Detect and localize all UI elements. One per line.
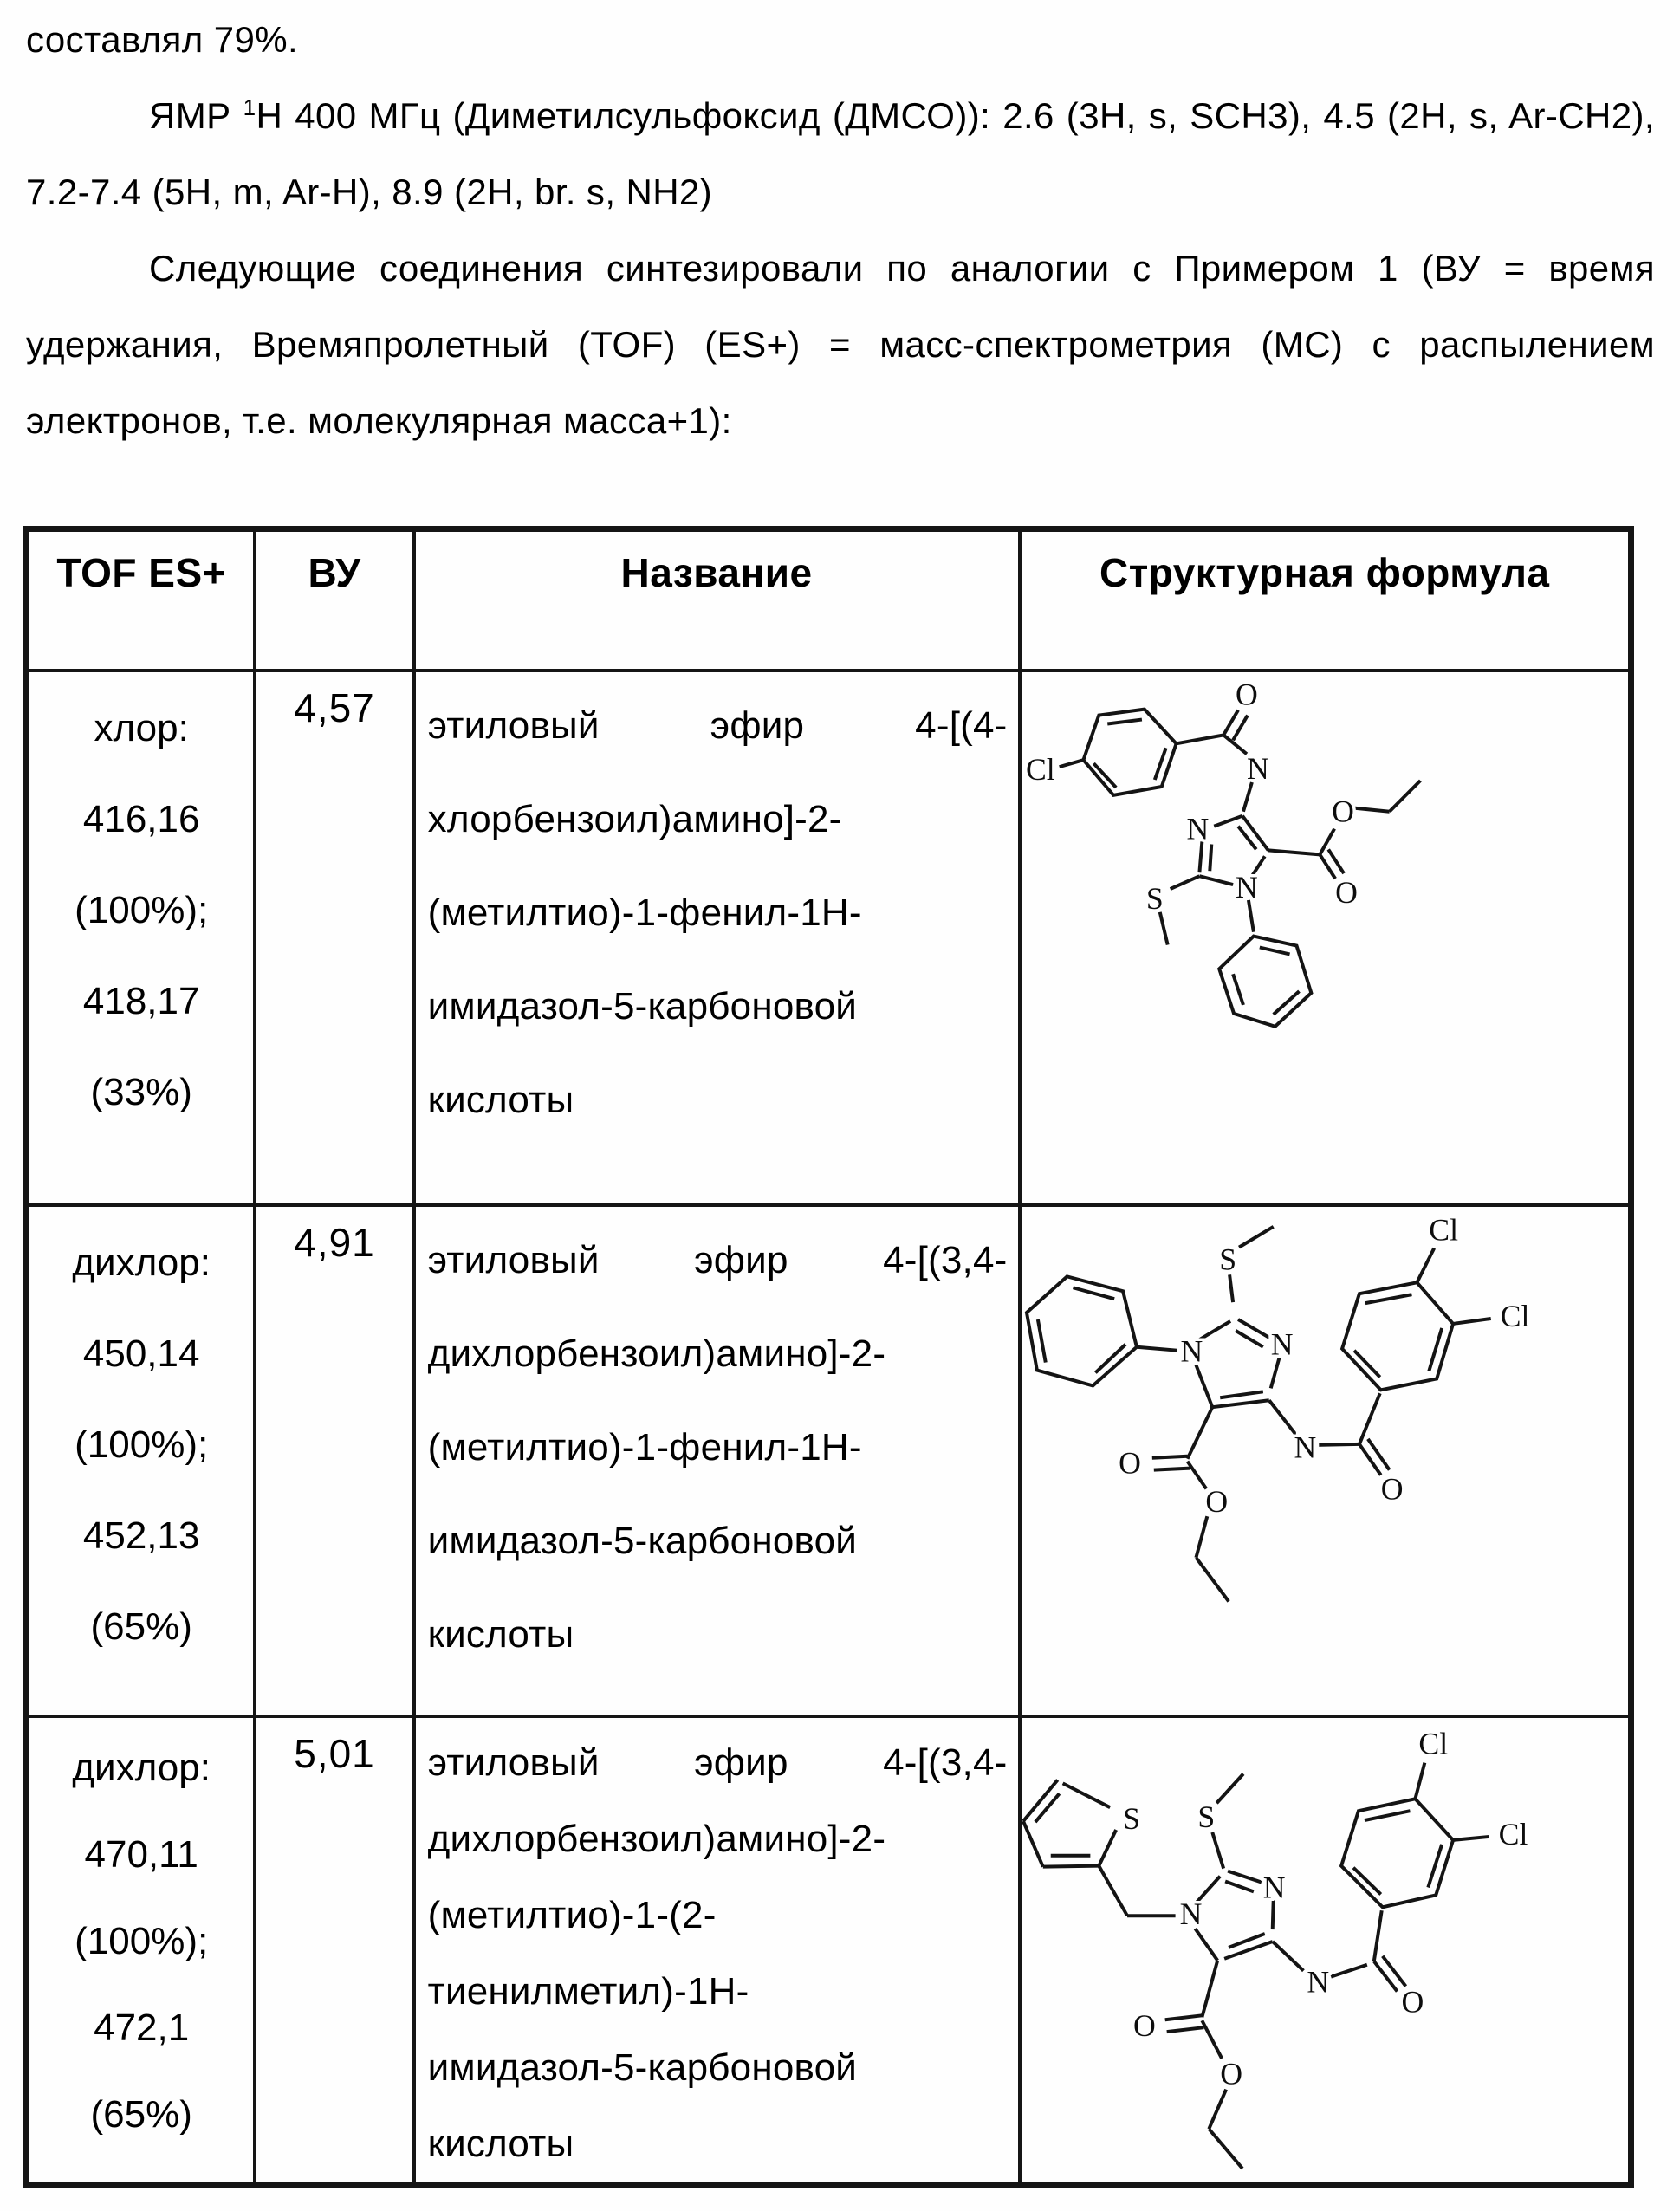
nitrogen-atom-label: N <box>1246 751 1269 787</box>
paragraph-yield <box>26 2 1655 78</box>
compound-name <box>416 672 1018 1147</box>
nmr-data: H 400 МГц (Диметилсульфоксид (ДМСО)): 2.6 (3H, s, SCH3), 4.5 (2H, s, Ar-CH2), 7.2-7.4 (5H, m, Ar-H), 8.9 (2H, br. s, NH2) <box>26 95 1655 212</box>
nitrogen-atom-label: N <box>1186 811 1209 846</box>
tof-line: хлор: <box>94 707 189 749</box>
oxygen-atom-label: O <box>1235 677 1258 712</box>
name-line: этиловый эфир 4-[(3,4- <box>427 1741 1008 1784</box>
sulfur-atom-label: S <box>1197 1799 1215 1835</box>
name-line: имидазол-5-карбоновой <box>427 2046 858 2089</box>
table-row <box>27 1205 1631 1716</box>
tof-values <box>29 1207 253 1672</box>
tof-values <box>29 672 253 1138</box>
nitrogen-atom-label: N <box>1262 1870 1286 1905</box>
vu-cell <box>255 671 413 1205</box>
tof-line: 450,14 <box>82 1332 200 1375</box>
tof-line: (100%); <box>75 1423 209 1466</box>
tof-values <box>29 1718 253 2158</box>
chlorine-atom-label: Cl <box>1025 752 1055 788</box>
sulfur-atom-label: S <box>1122 1800 1140 1836</box>
tof-line: (100%); <box>75 1920 209 1962</box>
name-cell <box>414 1716 1020 2186</box>
sulfur-atom-label: S <box>1145 880 1164 916</box>
chlorine-atom-label: Cl <box>1498 1816 1528 1851</box>
tof-line: 470,11 <box>84 1833 198 1876</box>
oxygen-atom-label: O <box>1118 1445 1141 1481</box>
formula-cell <box>1020 1716 1631 2186</box>
header-cell-formula <box>1020 529 1631 671</box>
cl-bond <box>1417 1248 1434 1283</box>
name-line: (метилтио)-1-фенил-1H- <box>427 892 862 934</box>
note-text: Следующие соединения синтезировали по аналогии с Примером 1 (ВУ = время удержания, Времяпролетный (TOF) (ES+) = масс-спектрометрия (МС) с распылением электронов, т.е. молекулярная масса+1): <box>26 248 1655 441</box>
oxygen-atom-label: O <box>1334 874 1358 910</box>
yield-text: составлял 79%. <box>26 19 299 60</box>
vu-cell <box>255 1716 413 2186</box>
oxygen-atom-label: O <box>1380 1471 1404 1507</box>
tof-cell <box>27 1205 256 1716</box>
name-line: (метилтио)-1-фенил-1H- <box>427 1426 862 1469</box>
compound-name <box>416 1718 1018 2182</box>
tof-cell <box>27 671 256 1205</box>
vu-cell <box>255 1205 413 1716</box>
formula-cell <box>1020 1205 1631 1716</box>
name-line: этиловый эфир 4-[(4- <box>427 704 1008 747</box>
column-header-formula: Структурная формула <box>1099 550 1550 595</box>
compound-name <box>416 1207 1018 1682</box>
name-line: (метилтио)-1-(2- <box>427 1894 717 1936</box>
phenyl-ring <box>1026 1276 1136 1385</box>
paragraph-note <box>26 230 1655 459</box>
tof-line: (65%) <box>90 1605 192 1648</box>
name-line: дихлорбензоил)амино]-2- <box>427 1818 886 1860</box>
paragraph-nmr <box>26 78 1655 230</box>
name-line: дихлорбензоил)амино]-2- <box>427 1332 886 1375</box>
cl-bond <box>1453 1319 1491 1324</box>
oxygen-atom-label: O <box>1219 2056 1242 2091</box>
structure-drawing-2 <box>1022 1207 1628 1715</box>
column-header-vu: ВУ <box>308 550 361 595</box>
tof-line: 452,13 <box>82 1514 200 1557</box>
table-row <box>27 671 1631 1205</box>
tof-line: (65%) <box>90 2093 192 2136</box>
retention-time: 5,01 <box>294 1731 375 1776</box>
name-line: тиенилметил)-1H- <box>427 1970 749 2013</box>
name-line: хлорбензоил)амино]-2- <box>427 798 842 840</box>
name-line: имидазол-5-карбоновой <box>427 985 858 1028</box>
name-cell <box>414 1205 1020 1716</box>
nmr-prefix: ЯМР <box>149 95 243 136</box>
cl-bond <box>1059 760 1083 767</box>
tof-line: 418,17 <box>82 980 200 1022</box>
name-line: имидазол-5-карбоновой <box>427 1520 858 1562</box>
intro-text <box>26 2 1655 459</box>
nitrogen-atom-label: N <box>1235 869 1258 904</box>
sulfur-atom-label: S <box>1218 1242 1236 1277</box>
oxygen-atom-label: O <box>1331 794 1354 829</box>
structure-svg-dichlorobenzoyl-phenyl-imidazole <box>1022 1207 1628 1715</box>
column-header-tof: TOF ES+ <box>56 550 226 595</box>
formula-cell <box>1020 671 1631 1205</box>
oxygen-atom-label: O <box>1204 1484 1228 1520</box>
oxygen-atom-label: O <box>1401 1984 1424 2020</box>
structure-svg-chlorobenzoyl-imidazole <box>1022 672 1628 1203</box>
structure-drawing-1 <box>1022 672 1628 1203</box>
retention-time: 4,57 <box>294 685 375 730</box>
nitrogen-atom-label: N <box>1270 1326 1294 1362</box>
tof-line: дихлор: <box>72 1747 211 1789</box>
tof-line: (33%) <box>90 1071 192 1113</box>
table-header-row <box>27 529 1631 671</box>
chlorine-atom-label: Cl <box>1428 1212 1458 1248</box>
structure-svg-dichlorobenzoyl-thienylmethyl-imidazole <box>1022 1718 1628 2182</box>
compound-table <box>23 526 1634 2188</box>
cl-bond <box>1453 1837 1489 1840</box>
tof-line: 472,1 <box>94 2007 190 2049</box>
header-cell-vu <box>255 529 413 671</box>
header-cell-tof <box>27 529 256 671</box>
nitrogen-atom-label: N <box>1306 1964 1329 2000</box>
header-cell-name <box>414 529 1020 671</box>
structure-drawing-3 <box>1022 1718 1628 2182</box>
nitrogen-atom-label: N <box>1180 1333 1203 1369</box>
name-line: этиловый эфир 4-[(3,4- <box>427 1239 1008 1281</box>
nmr-superscript: 1 <box>243 94 256 120</box>
nitrogen-atom-label: N <box>1179 1897 1202 1932</box>
chlorine-atom-label: Cl <box>1417 1726 1448 1761</box>
chlorine-atom-label: Cl <box>1500 1298 1529 1333</box>
table-row <box>27 1716 1631 2186</box>
name-line: кислоты <box>427 1079 574 1121</box>
tof-cell <box>27 1716 256 2186</box>
tof-line: дихлор: <box>72 1242 211 1284</box>
oxygen-atom-label: O <box>1132 2008 1156 2044</box>
cl-bond <box>1415 1763 1424 1799</box>
name-cell <box>414 671 1020 1205</box>
name-line: кислоты <box>427 2123 574 2165</box>
nitrogen-atom-label: N <box>1294 1430 1316 1465</box>
retention-time: 4,91 <box>294 1220 375 1265</box>
name-line: кислоты <box>427 1613 574 1656</box>
tof-line: (100%); <box>75 889 209 931</box>
column-header-name: Название <box>620 550 813 595</box>
tof-line: 416,16 <box>82 798 200 840</box>
